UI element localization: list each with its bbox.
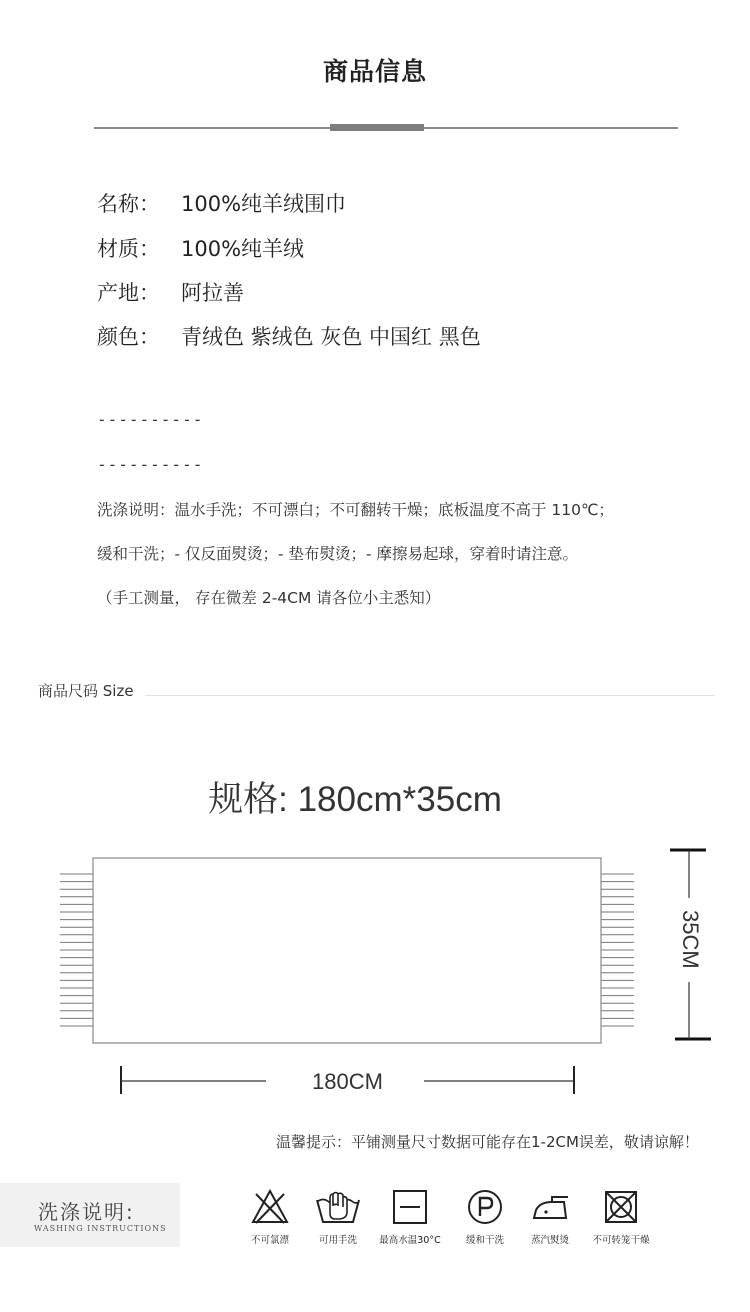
info-row-color bbox=[97, 321, 481, 351]
info-value: 100%纯羊绒围巾 bbox=[181, 192, 347, 216]
scarf-diagram bbox=[0, 840, 750, 1100]
left-fringe bbox=[60, 874, 93, 1026]
info-label: 产地： bbox=[97, 281, 160, 305]
page-title: 商品信息 bbox=[322, 57, 427, 86]
info-label: 名称： bbox=[97, 192, 160, 216]
title-accent-bar bbox=[330, 124, 424, 131]
measurement-note: （手工测量， 存在微差 2-4CM 请各位小主悉知） bbox=[97, 589, 441, 607]
care-label: 缓和干洗 bbox=[465, 1235, 504, 1246]
care-label: 不可转笼干燥 bbox=[592, 1235, 650, 1246]
right-fringe bbox=[601, 874, 634, 1026]
care-no-bleach bbox=[232, 1188, 308, 1246]
washing-subtitle: WASHING INSTRUCTIONS bbox=[34, 1224, 167, 1233]
height-label: 35CM bbox=[678, 910, 703, 969]
dash-separator: ---------- bbox=[97, 410, 204, 429]
info-row-origin bbox=[97, 277, 244, 307]
width-label: 180CM bbox=[312, 1069, 383, 1094]
washing-note: 洗涤说明：温水手洗；不可漂白；不可翻转干燥；底板温度不高于 110℃； bbox=[97, 501, 614, 519]
info-label: 颜色： bbox=[97, 325, 160, 349]
steam-iron-icon bbox=[528, 1188, 572, 1226]
washing-note: 缓和干洗；- 仅反面熨烫；- 垫布熨烫；- 摩擦易起球，穿着时请注意。 bbox=[97, 545, 579, 563]
care-label: 不可氯漂 bbox=[250, 1235, 289, 1246]
care-hand-wash bbox=[300, 1188, 376, 1246]
care-max-temp bbox=[372, 1188, 448, 1246]
no-bleach-icon bbox=[250, 1188, 290, 1226]
size-section-divider bbox=[145, 695, 715, 696]
hand-wash-icon bbox=[314, 1188, 362, 1226]
info-value: 100%纯羊绒 bbox=[181, 237, 305, 261]
care-steam-iron bbox=[512, 1188, 588, 1246]
no-tumble-dry-icon bbox=[601, 1188, 641, 1226]
size-spec: 规格: 180cm*35cm bbox=[208, 780, 502, 819]
care-no-tumble-dry bbox=[583, 1188, 659, 1246]
max-temp-30-icon bbox=[390, 1188, 430, 1226]
info-label: 材质： bbox=[97, 237, 160, 261]
scarf-outline bbox=[93, 858, 601, 1043]
info-row-material bbox=[97, 233, 304, 263]
info-value: 青绒色 紫绒色 灰色 中国红 黑色 bbox=[181, 325, 481, 349]
info-row-name bbox=[97, 188, 346, 218]
dash-separator: ---------- bbox=[97, 455, 204, 474]
info-value: 阿拉善 bbox=[181, 281, 244, 305]
dry-clean-p-icon bbox=[465, 1188, 505, 1226]
size-section-heading: 商品尺码 Size bbox=[38, 682, 134, 700]
washing-title: 洗涤说明: bbox=[38, 1200, 135, 1224]
care-label: 最高水温30°C bbox=[379, 1235, 441, 1246]
measurement-tip: 温馨提示：平铺测量尺寸数据可能存在1-2CM误差，敬请谅解！ bbox=[276, 1133, 699, 1151]
care-label: 蒸汽熨烫 bbox=[530, 1235, 569, 1246]
care-label: 可用手洗 bbox=[318, 1235, 357, 1246]
